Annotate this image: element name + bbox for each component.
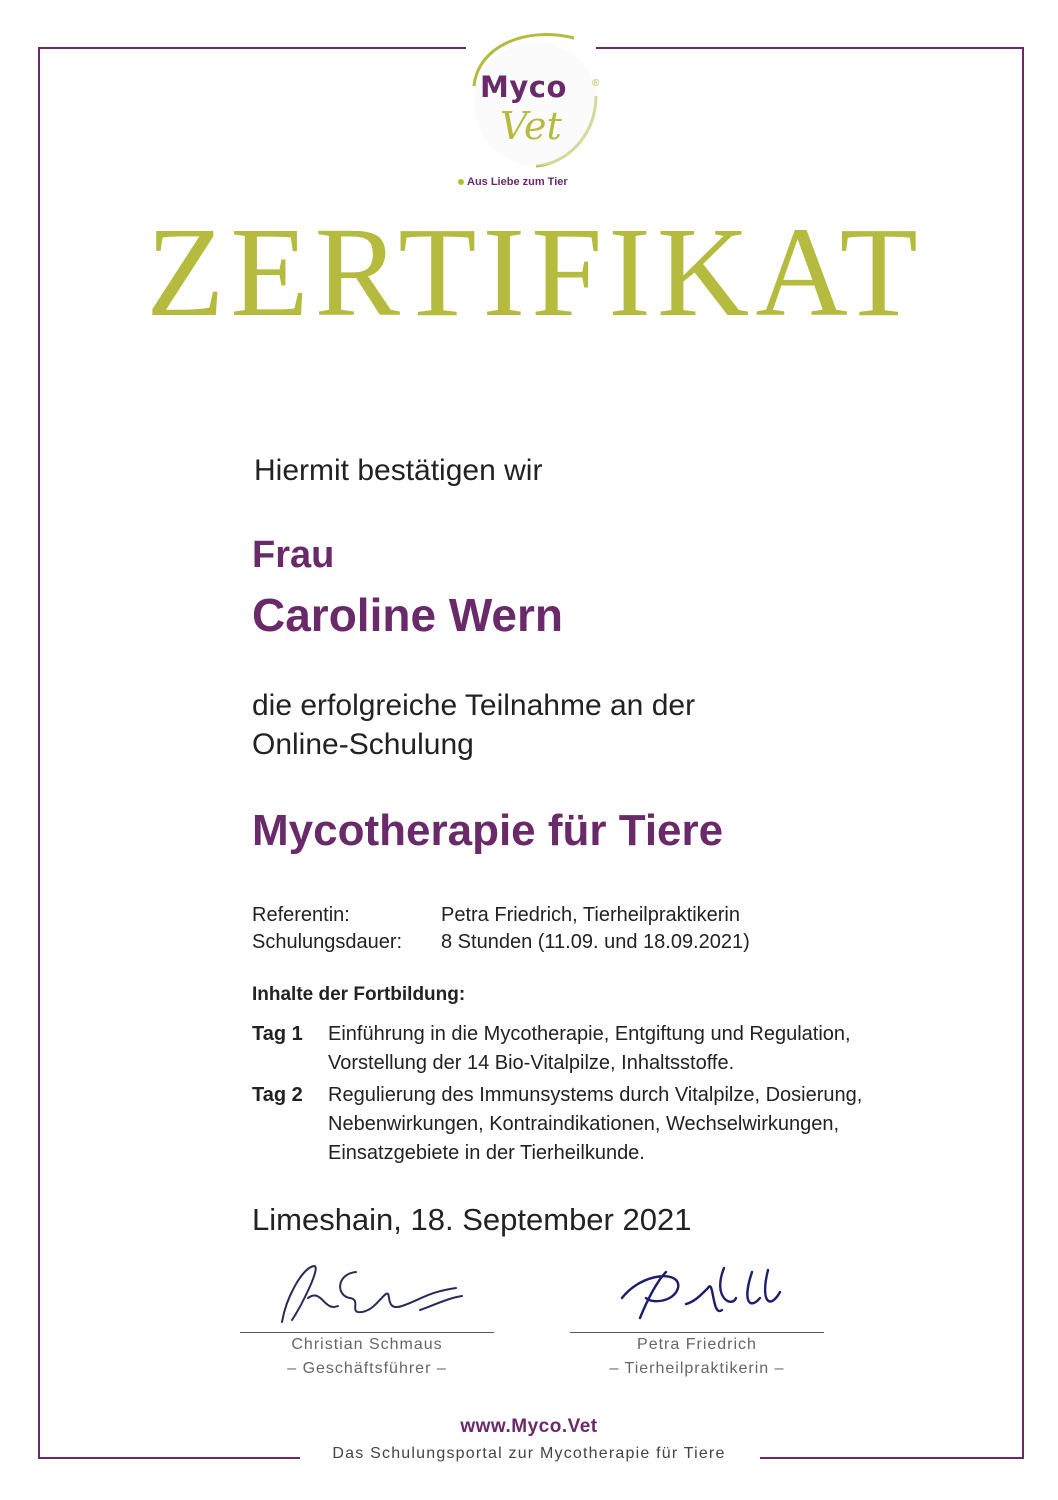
day-text: Regulierung des Immunsystems durch Vitalpilze, Dosierung, Nebenwirkungen, Kontraindikationen, Wechselwirkungen, Einsatzgebiete in der Tierheilkunde. [328, 1084, 863, 1164]
footer-website: www.Myco.Vet [460, 1416, 598, 1437]
success-line-1: die erfolgreiche Teilnahme an der [252, 689, 696, 722]
logo-tagline-text: Aus Liebe zum Tier [467, 176, 568, 188]
duration-row [252, 929, 750, 956]
day-label: Tag 2 [252, 1084, 303, 1106]
list-item [252, 1020, 952, 1078]
contents-list [252, 1020, 952, 1171]
recipient-name: Caroline Wern [252, 589, 563, 641]
duration-label: Schulungsdauer: [252, 931, 403, 953]
speaker-row [252, 902, 750, 929]
tagline-dot-icon [458, 179, 464, 185]
signature-friedrich [582, 1258, 812, 1330]
signer-name: Christian Schmaus [291, 1336, 443, 1353]
signer-role: – Tierheilpraktikerin – [609, 1360, 785, 1377]
list-item [252, 1081, 952, 1168]
course-title: Mycotherapie für Tiere [252, 806, 724, 855]
registered-mark: ® [592, 78, 600, 89]
day-text: Einführung in die Mycotherapie, Entgiftung und Regulation, Vorstellung der 14 Bio-Vitalpilze, Inhaltsstoffe. [328, 1023, 851, 1074]
success-line-2: Online-Schulung [252, 728, 474, 761]
contents-heading: Inhalte der Fortbildung: [252, 984, 466, 1005]
salutation: Frau [252, 534, 335, 576]
day-label: Tag 1 [252, 1023, 303, 1045]
place-date: Limeshain, 18. September 2021 [252, 1202, 692, 1237]
logo-tagline [458, 176, 608, 188]
signer-name: Petra Friedrich [637, 1336, 757, 1353]
speaker-value: Petra Friedrich, Tierheilpraktikerin [441, 904, 740, 926]
signer-role: – Geschäftsführer – [287, 1360, 447, 1377]
logo-brand-top: Myco [480, 70, 567, 104]
signature-block-managing-director [240, 1258, 494, 1381]
signature-block-speaker [570, 1258, 824, 1381]
success-text [252, 686, 695, 764]
duration-value: 8 Stunden (11.09. und 18.09.2021) [441, 931, 750, 953]
intro-text: Hiermit bestätigen wir [254, 454, 543, 487]
course-meta [252, 902, 750, 956]
certificate-title: ZERTIFIKAT [146, 201, 924, 343]
logo-brand-bottom: Vet [500, 104, 562, 148]
footer-tagline: Das Schulungsportal zur Mycotherapie für Tiere [332, 1445, 726, 1462]
mycovet-logo [456, 26, 606, 196]
speaker-label: Referentin: [252, 904, 350, 926]
signature-schmaus [252, 1258, 482, 1330]
